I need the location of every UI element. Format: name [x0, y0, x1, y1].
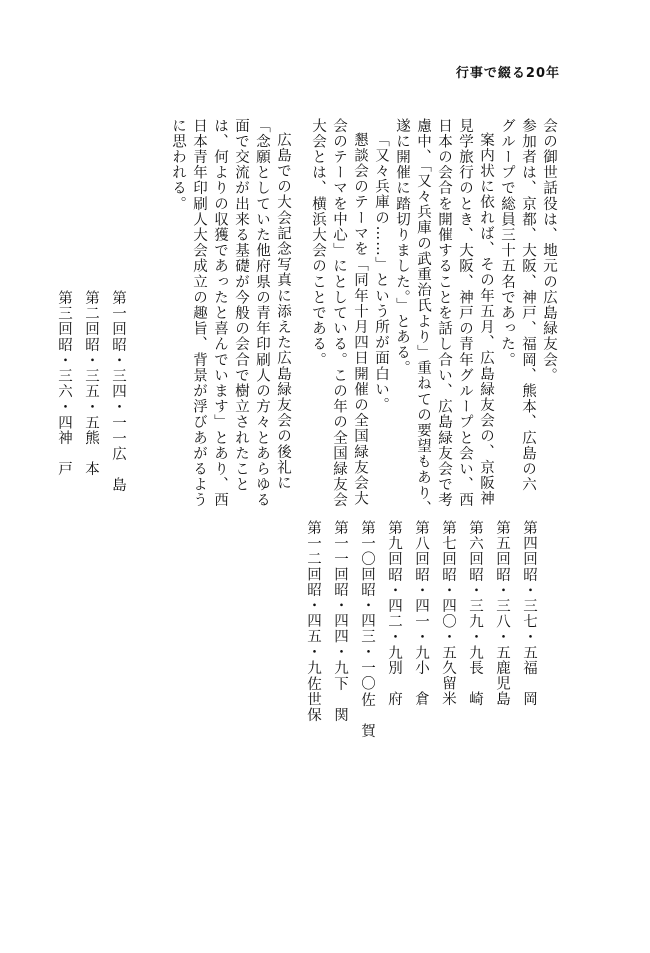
meeting-place: 小 倉 [413, 660, 429, 708]
meeting-entry [440, 520, 480, 708]
meeting-place: 久留米 [440, 660, 456, 708]
body-text-line: 日本青年印刷人大会成立の趣旨、背景が浮びあがるよう [191, 118, 207, 508]
meeting-number: 第八回 [413, 520, 429, 567]
meeting-date: 昭・三四・一一 [110, 336, 126, 447]
meeting-number: 第四回 [521, 520, 537, 567]
meeting-entry [359, 520, 399, 739]
meeting-number: 第一二回 [305, 520, 321, 583]
meeting-place: 熊 本 [83, 430, 99, 478]
body-text-line: は、何よりの収獲であったと喜んでいます」とあり、西 [212, 118, 228, 508]
meeting-entry [494, 520, 534, 708]
body-text-line: グループで総員三十五名であった。 [499, 118, 515, 368]
meeting-date: 昭・三七・五 [521, 566, 537, 661]
body-text-line: 懇談会のテーマを「同年十月四日開催の全国緑友会大 [352, 132, 368, 507]
meeting-date: 昭・四二・九 [386, 566, 402, 661]
body-text-line: 広島での大会記念写真に添えた広島緑友会の後礼に [275, 132, 291, 491]
meeting-number: 第七回 [440, 520, 456, 567]
body-text-line: 遂に開催に踏切りました。」とある。 [394, 118, 410, 376]
meeting-place: 別 府 [386, 660, 402, 708]
meeting-number: 第一一回 [332, 520, 348, 583]
meeting-number: 第五回 [494, 520, 510, 567]
meeting-place: 佐 賀 [359, 691, 375, 739]
body-text-line: に思われる。 [170, 118, 186, 212]
meeting-date: 昭・三八・五 [494, 566, 510, 661]
meeting-entry [413, 520, 453, 708]
meeting-entry [521, 520, 561, 708]
meeting-number: 第二回 [83, 290, 99, 337]
body-text-line: 見学旅行のとき、大阪、神戸の青年グループと会い、西 [457, 118, 473, 508]
meeting-place: 鹿児島 [494, 660, 510, 708]
meeting-number: 第一〇回 [359, 520, 375, 583]
body-text-line: 日本の会合を開催することを話し合い、広島緑友会で考 [436, 118, 452, 508]
body-text-line: 会の御世話役は、地元の広島緑友会。 [541, 118, 557, 384]
body-text-line: 「念願としていた他府県の青年印刷人の方々とあらゆる [254, 118, 270, 508]
meeting-number: 第一回 [110, 290, 126, 337]
body-text-line: 「又々兵庫の……」という所が面白い。 [373, 132, 389, 413]
meeting-date: 昭・三五・五 [83, 336, 99, 431]
meeting-place: 長 崎 [467, 660, 483, 708]
meeting-date: 昭・四三・一〇 [359, 582, 375, 692]
meeting-date: 昭・四五・九 [305, 582, 321, 677]
body-text-line: 会のテーマを中心」にとしている。この年の全国緑友会 [331, 118, 347, 508]
meeting-number: 第六回 [467, 520, 483, 567]
meeting-entry [56, 290, 96, 478]
meeting-entry [386, 520, 426, 708]
body-text-line: 慮中、「又々兵庫の武重治氏より」重ねての要望もあり、 [415, 118, 431, 517]
meeting-entry [332, 520, 372, 723]
body-text-line: 大会とは、横浜大会のことである。 [310, 118, 326, 368]
running-head: 行事で綴る20年 [455, 66, 560, 81]
meeting-entry [467, 520, 507, 708]
meeting-place: 福 岡 [521, 660, 537, 708]
meeting-place: 広 島 [110, 446, 126, 493]
meeting-entry [83, 290, 123, 478]
meeting-date: 昭・四四・九 [332, 582, 348, 677]
body-text-line: 面で交流が出来る基礎が今般の会合で樹立されたこと [233, 118, 249, 493]
meeting-date: 昭・三六・四 [56, 336, 72, 431]
body-text-line: 参加者は、京都、大阪、神戸、福岡、熊本、広島の六 [520, 118, 536, 493]
meeting-number: 第三回 [56, 290, 72, 337]
meeting-place: 下 関 [332, 676, 348, 723]
meeting-number: 第九回 [386, 520, 402, 567]
meeting-date: 昭・四一・九 [413, 566, 429, 661]
body-text-line: 案内状に依れば、その年五月、広島緑友会の、京阪神 [478, 132, 494, 507]
meeting-place: 神 戸 [56, 430, 72, 478]
meeting-date: 昭・四〇・五 [440, 566, 456, 661]
meeting-place: 佐世保 [305, 676, 321, 723]
meeting-entry [110, 290, 150, 493]
meeting-entry [305, 520, 345, 723]
meeting-date: 昭・三九・九 [467, 566, 483, 661]
